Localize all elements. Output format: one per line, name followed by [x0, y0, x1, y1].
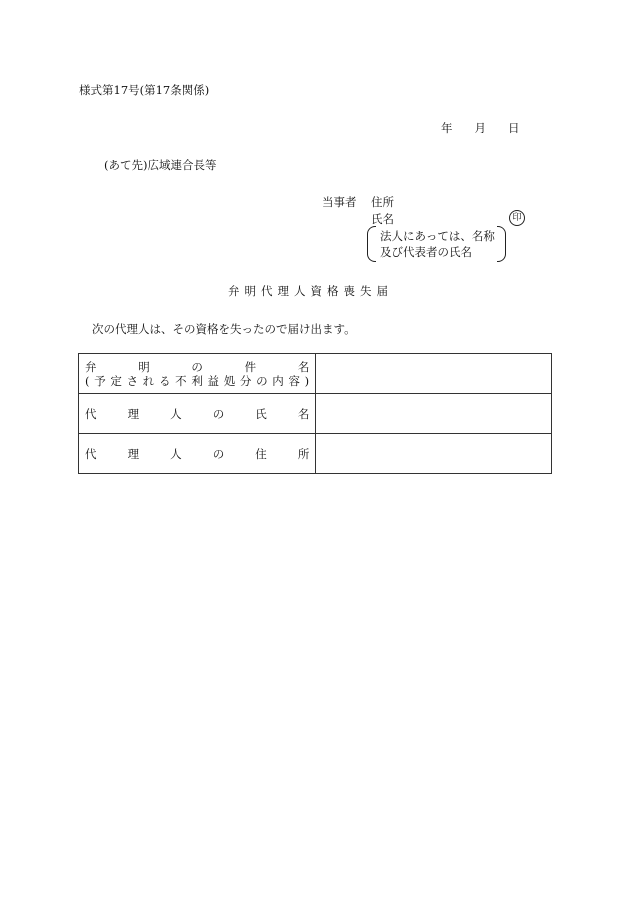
label-char: 名 — [297, 406, 310, 421]
corporate-note — [367, 226, 506, 260]
table-row — [79, 434, 552, 474]
label-char: の — [256, 373, 268, 388]
agent-address-field[interactable] — [316, 434, 552, 474]
label-char: 人 — [170, 446, 182, 461]
statement-text: 次の代理人は、その資格を失ったので届け出ます。 — [92, 322, 356, 336]
label-char: 代 — [85, 446, 97, 461]
label-char: 処 — [223, 373, 236, 388]
corporate-note-line2: 及び代表者の氏名 — [380, 245, 472, 259]
form-table — [78, 353, 552, 474]
label-char: 理 — [127, 406, 140, 421]
seal-mark: 印 — [509, 210, 525, 226]
label-char: 不 — [175, 373, 187, 388]
label-char: の — [191, 359, 203, 374]
party-label: 当事者 — [322, 195, 357, 209]
table-row — [79, 354, 552, 394]
table-row — [79, 394, 552, 434]
label-char: 理 — [127, 446, 140, 461]
label-char: 分 — [239, 373, 252, 388]
label-char: 容 — [288, 373, 300, 388]
label-char: 代 — [85, 406, 97, 421]
row-label-cell — [79, 354, 316, 394]
label-row-main — [79, 447, 315, 461]
label-char: の — [212, 406, 225, 421]
label-row-main — [79, 407, 315, 421]
label-row-main — [79, 360, 315, 374]
label-char: 定 — [110, 373, 122, 388]
party-name-label: 氏名 — [371, 212, 394, 226]
date-month-label: 月 — [474, 121, 486, 135]
label-char: 明 — [138, 359, 150, 374]
label-char: さ — [126, 373, 139, 388]
left-paren — [367, 226, 376, 262]
label-char: ) — [304, 373, 310, 388]
form-number: 様式第17号(第17条関係) — [79, 83, 210, 97]
row-label-cell — [79, 394, 316, 434]
addressee: (あて先)広域連合長等 — [104, 158, 217, 172]
label-char: 件 — [244, 359, 257, 374]
agent-name-field[interactable] — [316, 394, 552, 434]
label-char: の — [212, 446, 225, 461]
label-char: 住 — [255, 446, 267, 461]
date-line — [441, 120, 520, 136]
label-char: 人 — [170, 406, 182, 421]
matter-value-field[interactable] — [316, 354, 552, 394]
label-char: 予 — [94, 373, 106, 388]
row-label-cell — [79, 434, 316, 474]
label-char: れ — [142, 373, 155, 388]
date-day-label: 日 — [508, 121, 520, 135]
label-char: 内 — [272, 373, 284, 388]
label-char: 名 — [297, 359, 310, 374]
party-address-label: 住所 — [371, 195, 394, 209]
label-char: 利 — [191, 373, 203, 388]
label-char: ( — [85, 373, 90, 388]
label-char: 益 — [207, 373, 219, 388]
label-char: る — [158, 373, 171, 388]
label-char: 弁 — [85, 359, 97, 374]
label-row-sub — [79, 374, 315, 388]
right-paren — [497, 226, 506, 262]
label-char: 所 — [297, 446, 310, 461]
date-year-label: 年 — [441, 121, 453, 135]
document-title: 弁明代理人資格喪失届 — [228, 284, 393, 298]
corporate-note-line1: 法人にあっては、名称 — [380, 229, 495, 243]
label-char: 氏 — [255, 406, 267, 421]
